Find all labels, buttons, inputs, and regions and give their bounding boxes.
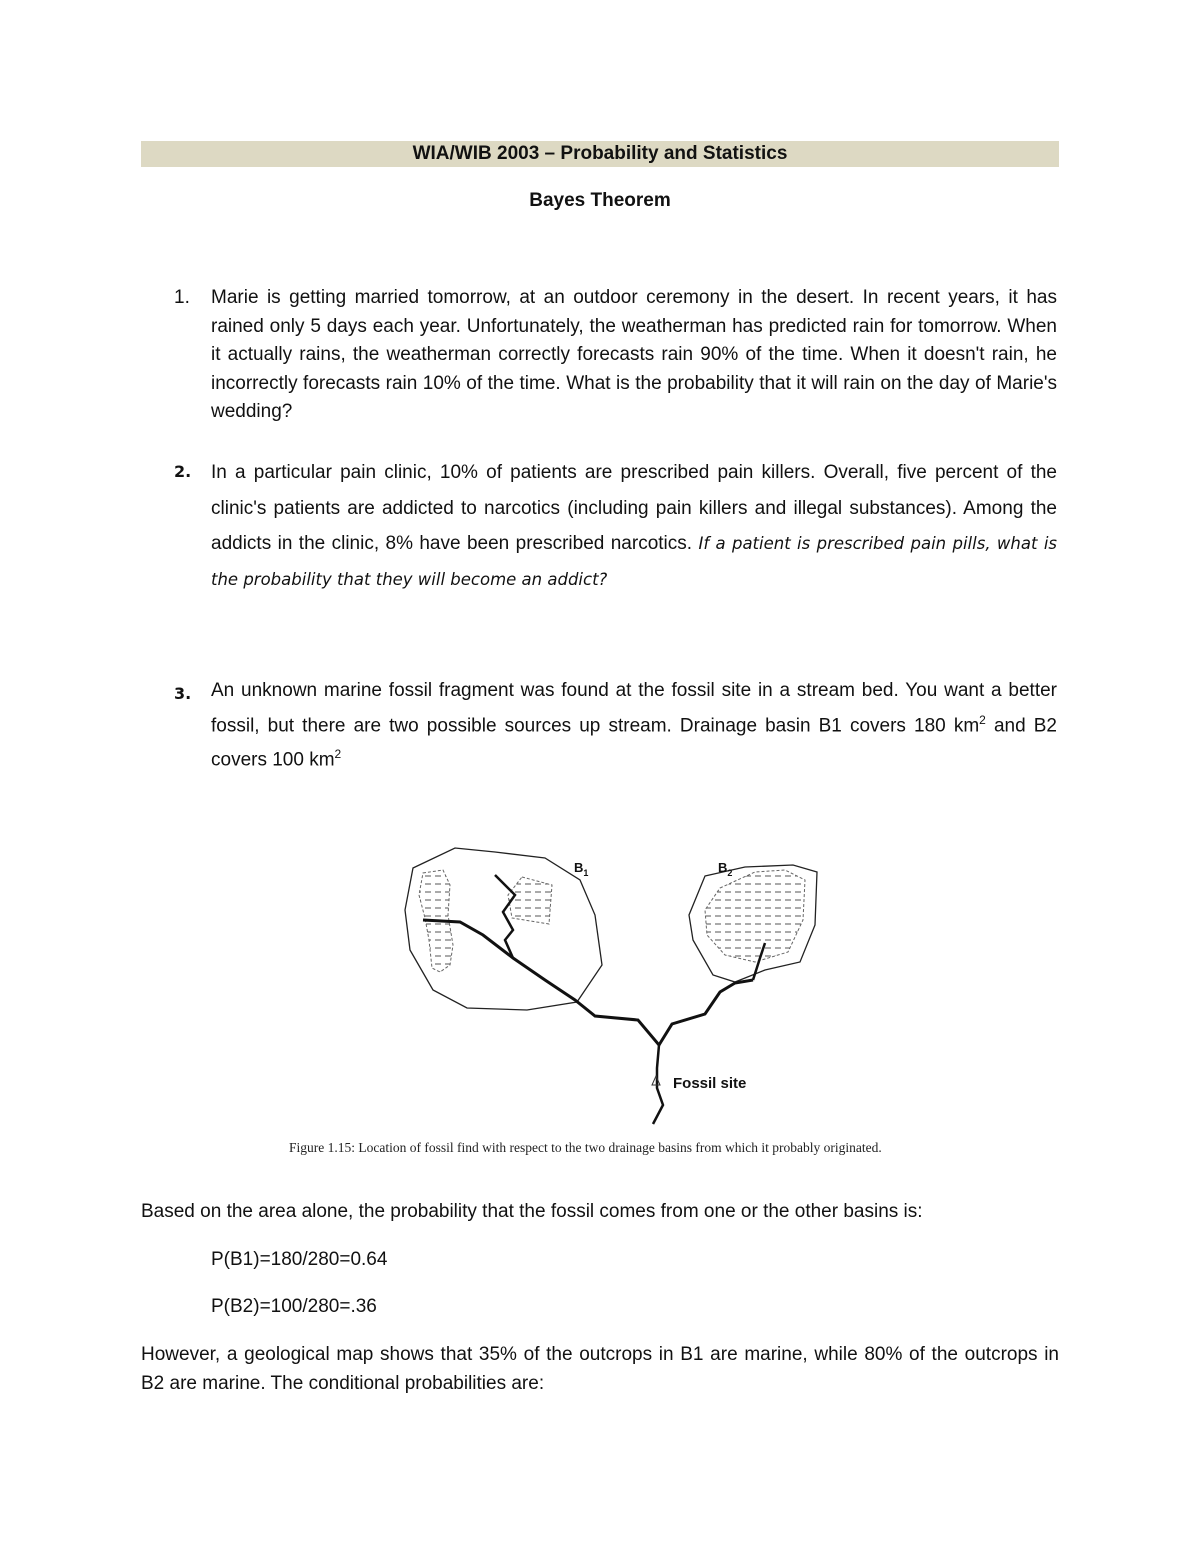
topic-title: Bayes Theorem — [529, 190, 671, 211]
superscript: 2 — [334, 747, 342, 762]
paragraph-geological-map: However, a geological map shows that 35% of the outcrops in B1 are marine, while 80% of the outcrops in B2 are marine. The conditional probabilities are: — [141, 1344, 1059, 1394]
equation-p-b1: P(B1)=180/280=0.64 — [211, 1249, 388, 1270]
b2-outcrop — [705, 870, 805, 962]
superscript: 2 — [979, 712, 986, 727]
question-3-text-a: An unknown marine fossil fragment was found at the fossil site in a stream bed. You want a better fossil, but there are two possible sources up stream. Drainage basin B1 covers 180 km — [211, 680, 1057, 736]
question-number: 3. — [174, 684, 192, 703]
question-2-text: In a particular pain clinic, 10% of patients are prescribed pain killers. Overall, five percent of the clinic's patients are addicted to narcotics (including pain killers and illegal substances). Among the addicts in the clinic, 8% have been prescribed narcotics. — [211, 462, 1057, 554]
fossil-site-label: Fossil site — [673, 1075, 747, 1092]
question-2-prompt: If a patient is prescribed pain pills, what is the probability that they will become an addict? — [211, 534, 1058, 589]
stream-main — [423, 920, 753, 1045]
question-number: 1. — [174, 287, 190, 308]
question-3 — [211, 677, 1057, 775]
question-2 — [211, 455, 1057, 597]
label-b2: $B_2$ — [718, 860, 733, 878]
question-1-text: Marie is getting married tomorrow, at an outdoor ceremony in the desert. In recent years, it has rained only 5 days each year. Unfortunately, the weatherman has predicted rain for tomorrow. When it actually rains, the weatherman correctly forecasts rain 90% of the time. When it doesn't rain, he incorrectly forecasts rain 10% of the time. What is the probability that it will rain on the day of Marie's wedding? — [211, 287, 1057, 422]
b1-outcrop-center — [508, 877, 552, 924]
paragraph-area-probability: Based on the area alone, the probability that the fossil comes from one or the other basins is: — [141, 1201, 923, 1222]
question-3-text-b: and B2 covers 100 km — [211, 714, 1057, 771]
label-b1: $B_1$ — [574, 860, 589, 878]
figure-caption: Figure 1.15: Location of fossil find with respect to the two drainage basins from which it probably originated. — [289, 1140, 882, 1155]
equation-p-b2: P(B2)=100/280=.36 — [211, 1296, 377, 1317]
course-title: WIA/WIB 2003 – Probability and Statistics — [141, 141, 1059, 167]
question-number: 2. — [174, 462, 192, 481]
drainage-basin-figure — [395, 840, 835, 1130]
